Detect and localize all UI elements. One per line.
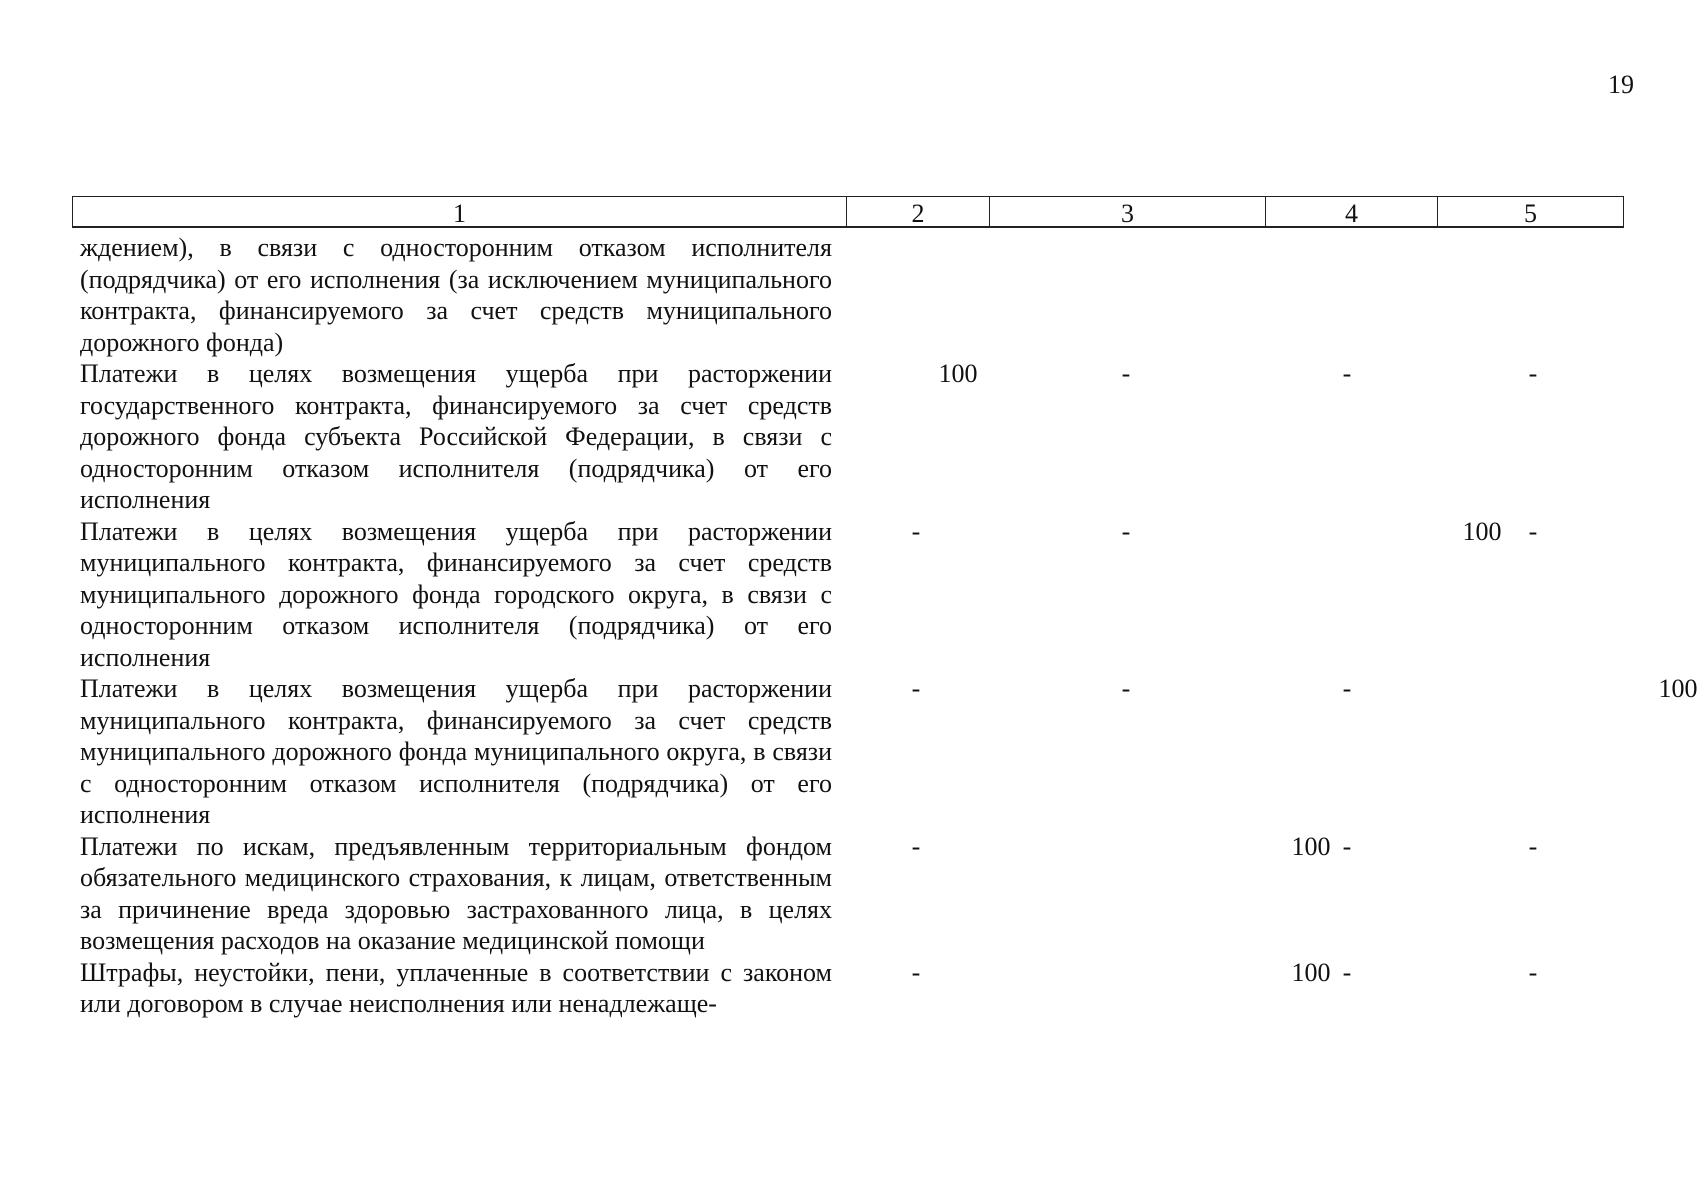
row-description: Платежи в целях возмещения ущерба при расторжении муниципального контракта, финансируемого за счет средств муниципального дорожного фонда муниципального округа, в связи с односторонним отказом исполнителя (подрядчика) от его исполнения <box>80 674 832 829</box>
row-description: Платежи в целях возмещения ущерба при расторжении государственного контракта, финансируемого за счет средств дорожного фонда субъекта Российской Федерации, в связи с односторонним отказом исполнителя (подрядчика) от его исполнения <box>80 359 832 514</box>
cell-col-2: - <box>911 674 921 703</box>
cell-col-3: - <box>1121 359 1131 388</box>
cell-col-4: 100 <box>1462 516 1502 546</box>
cell-col-2: - <box>911 957 921 987</box>
cell-col-5: - <box>1528 831 1538 861</box>
cell-col-5: - <box>1528 957 1538 987</box>
row-description: Штрафы, неустойки, пени, уплаченные в соответствии с законом или договором в случае неисполнения или ненадлежаще- <box>80 957 832 1018</box>
column-header-1: 1 <box>73 197 847 226</box>
column-header-4: 4 <box>1266 197 1438 226</box>
table-row <box>80 516 1640 674</box>
table-row <box>80 673 1698 831</box>
cell-col-2: - <box>911 831 921 861</box>
cell-col-4: - <box>1342 957 1352 987</box>
table-row <box>80 232 1640 358</box>
cell-col-5: - <box>1528 359 1538 388</box>
row-description: ждением), в связи с односторонним отказом исполнителя (подрядчика) от его исполнения (за исключением муниципального контракта, финансируемого за счет средств муниципального дорожного фонда) <box>80 233 832 357</box>
cell-col-5: - <box>1528 516 1538 546</box>
table-row <box>80 831 1640 957</box>
column-header-3: 3 <box>990 197 1266 226</box>
table-body <box>80 232 1698 1020</box>
column-header-5: 5 <box>1524 199 1537 228</box>
row-description: Платежи по искам, предъявленным территориальным фондом обязательного медицинского страхования, к лицам, ответственным за причинение вреда здоровью застрахованного лица, в целях возмещения расходов на оказание медицинской помощи <box>80 831 832 955</box>
table-row <box>80 358 1640 516</box>
cell-col-3: 100 <box>1291 957 1331 987</box>
row-description: Платежи в целях возмещения ущерба при расторжении муниципального контракта, финансируемого за счет средств муниципального дорожного фонда городского округа, в связи с односторонним отказом исполнителя (подрядчика) от его исполнения <box>80 516 832 672</box>
cell-col-5: 100 <box>1658 674 1698 703</box>
table-row <box>80 957 1640 1020</box>
column-header-2: 2 <box>847 197 990 226</box>
cell-col-4: - <box>1342 359 1352 388</box>
cell-col-4: - <box>1342 674 1352 703</box>
cell-col-4: - <box>1342 831 1352 861</box>
page-number: 19 <box>1608 70 1634 99</box>
cell-col-3: - <box>1121 674 1131 703</box>
cell-col-3: - <box>1121 516 1131 546</box>
cell-col-2: 100 <box>938 359 978 388</box>
cell-col-2: - <box>911 516 921 546</box>
table-column-header <box>72 196 1624 228</box>
cell-col-3: 100 <box>1291 831 1331 861</box>
